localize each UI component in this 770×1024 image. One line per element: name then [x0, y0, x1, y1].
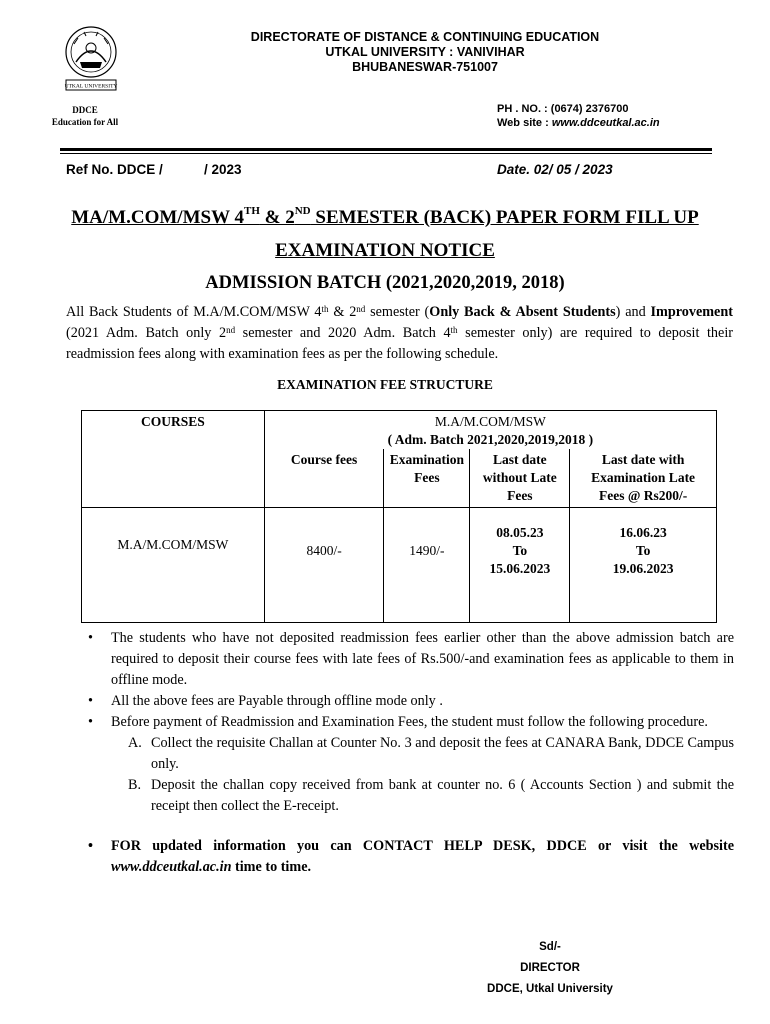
row-exam-fee: 1490/- — [384, 508, 470, 623]
course-group-batch: ( Adm. Batch 2021,2020,2019,2018 ) — [387, 432, 594, 447]
course-group-name: M.A/M.COM/MSW — [434, 414, 546, 429]
org-name-line1: DIRECTORATE OF DISTANCE & CONTINUING EDUCATION — [250, 30, 600, 44]
bullet-icon: • — [88, 630, 93, 646]
website-line — [497, 116, 660, 130]
sub-list-item: B. Deposit the challan copy received from bank at counter no. 6 ( Accounts Section ) and submit the receipt then collect the E-receipt. — [128, 777, 734, 814]
ddce-label: DDCE — [72, 105, 98, 115]
col-exam-fees: Examination Fees — [384, 449, 470, 508]
col-courses-spacer — [82, 449, 265, 508]
table-row — [82, 508, 717, 623]
row-course: M.A/M.COM/MSW — [82, 508, 265, 623]
ddce-tagline: Education for All — [51, 117, 119, 127]
website-link[interactable]: www.ddceutkal.ac.in — [551, 117, 660, 129]
bullet-icon: • — [88, 693, 93, 709]
list-item: • All the above fees are Payable through offline mode only . — [88, 691, 734, 712]
org-name-line2: UTKAL UNIVERSITY : VANIVIHAR — [325, 45, 525, 59]
ddce-label-block — [40, 104, 130, 128]
logo-text: UTKAL UNIVERSITY — [64, 83, 118, 90]
col-late-date: Last date with Examination Late Fees @ Rs200/- — [570, 449, 717, 508]
list-item: • Before payment of Readmission and Examination Fees, the student must follow the following procedure. — [88, 712, 734, 733]
fee-structure-table — [81, 410, 717, 623]
table-subheader-row — [82, 449, 717, 508]
signature-sd: Sd/- — [539, 941, 561, 953]
bullet-icon: • — [88, 838, 93, 854]
notice-subtitle: EXAMINATION NOTICE — [275, 240, 495, 261]
admission-batch: ADMISSION BATCH (2021,2020,2019, 2018) — [205, 273, 565, 293]
course-group-header — [264, 411, 716, 450]
reference-number: Ref No. DDCE / — [66, 162, 163, 177]
bullet-icon: • — [88, 714, 93, 730]
col-course-fees: Course fees — [264, 449, 384, 508]
list-item: • The students who have not deposited readmission fees earlier other than the above admission batch are required to deposit their course fees with late fees of Rs.500/-and examination fees as applicable to them in offline mode. — [88, 630, 734, 688]
website-label: Web site : — [497, 117, 549, 129]
notice-title: MA/M.COM/MSW 4TH & 2ND SEMESTER (BACK) PAPER FORM FILL UP — [71, 205, 699, 228]
table-header-row — [82, 411, 717, 450]
col-last-date: Last date without Late Fees — [470, 449, 570, 508]
col-courses: COURSES — [82, 411, 265, 450]
list-item: • FOR updated information you can CONTACT HELP DESK, DDCE or visit the website www.ddceutkal.ac.in time to time. — [88, 838, 734, 875]
university-logo — [62, 22, 120, 94]
notice-date: Date. 02/ 05 / 2023 — [497, 162, 613, 177]
intro-paragraph: All Back Students of M.A/M.COM/MSW 4th & 2nd semester (Only Back & Absent Students) and Improvement (2021 Adm. Batch only 2nd semester and 2020 Adm. Batch 4th semester only) are required to deposit their readmission fees along with examination fees as per the following schedule. — [66, 304, 733, 362]
org-address: BHUBANESWAR-751007 — [352, 60, 498, 74]
contact-block — [497, 102, 660, 130]
fee-structure-heading: EXAMINATION FEE STRUCTURE — [277, 377, 493, 392]
reference-year: / 2023 — [204, 162, 242, 177]
signature-org: DDCE, Utkal University — [487, 983, 613, 995]
row-late-date: 16.06.23 To 19.06.2023 — [570, 508, 717, 623]
header-rule-thin — [60, 153, 712, 154]
website-link-footer[interactable]: www.ddceutkal.ac.in — [111, 859, 232, 875]
row-course-fee: 8400/- — [264, 508, 384, 623]
signature-title: DIRECTOR — [520, 962, 580, 974]
row-last-date: 08.05.23 To 15.06.2023 — [470, 508, 570, 623]
header-rule-thick — [60, 148, 712, 151]
sub-list-item: A. Collect the requisite Challan at Counter No. 3 and deposit the fees at CANARA Bank, DDCE Campus only. — [128, 735, 734, 772]
instructions-list — [88, 628, 734, 878]
phone-number: PH . NO. : (0674) 2376700 — [497, 103, 629, 115]
